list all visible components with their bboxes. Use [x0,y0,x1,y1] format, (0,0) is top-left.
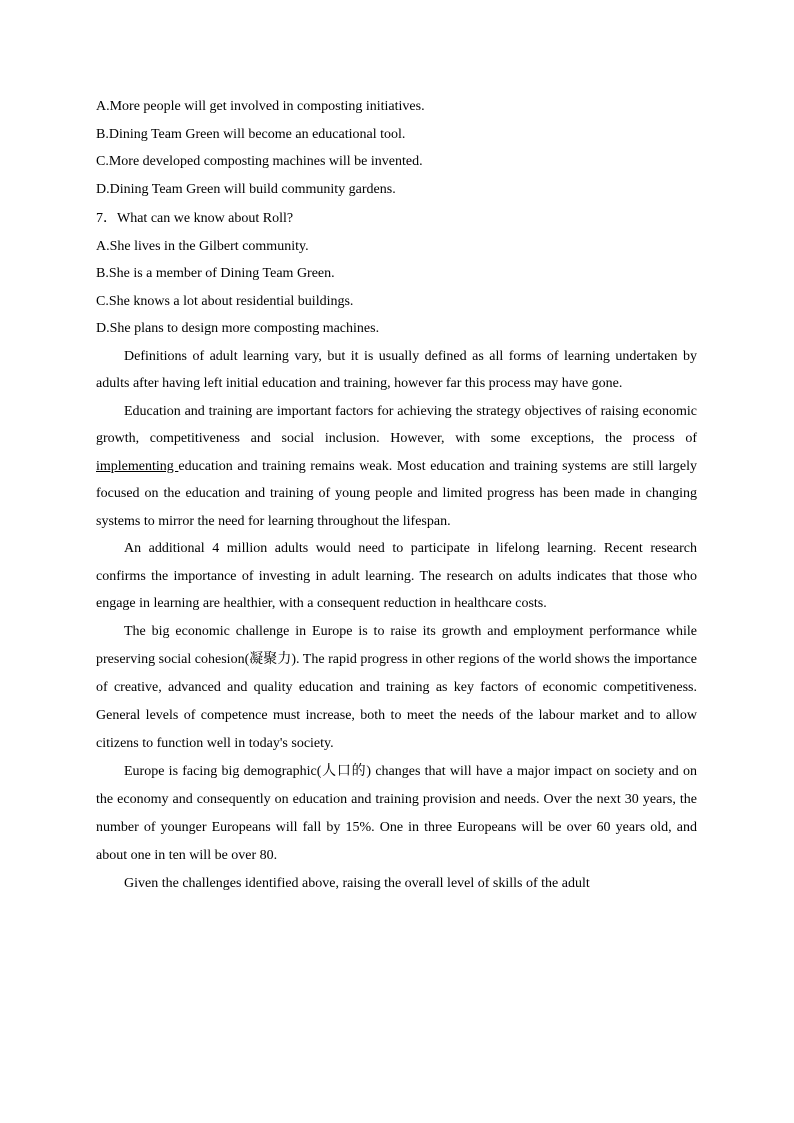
passage-paragraph-6: Given the challenges identified above, raising the overall level of skills of the adult [124,875,590,891]
q7-option-c: C.She knows a lot about residential buildings. [96,293,354,309]
q6-option-d: D.Dining Team Green will build community gardens. [96,181,396,197]
passage-paragraph-2-start: Education and training are important factors for achieving the strategy objectives of raising economic growth, competitiveness and social inclusion. However, with some exceptions, the process of [96,403,697,446]
passage-paragraph-5: Europe is facing big demographic(人口的) changes that will have a major impact on society and on the economy and consequently on education and training provision and needs. Over the next 30 years, the number of younger Europeans will fall by 15%. One in three Europeans will be over 60 years old, and about one in ten will be over 80. [96,763,697,863]
passage-paragraph-1: Definitions of adult learning vary, but it is usually defined as all forms of learning undertaken by adults after having left initial education and training, however far this process may have gone. [96,348,697,391]
passage-paragraph-4: The big economic challenge in Europe is to raise its growth and employment performance while preserving social cohesion(凝聚力). The rapid progress in other regions of the world shows the importance of creative, advanced and quality education and training as key factors of economic competitiveness. General levels of competence must increase, both to meet the needs of the labour market and to allow citizens to function well in today's society. [96,623,697,751]
document-content [96,93,697,898]
q6-option-a: A.More people will get involved in composting initiatives. [96,99,425,114]
q7-option-a: A.She lives in the Gilbert community. [96,238,309,254]
q6-option-b: B.Dining Team Green will become an educational tool. [96,126,406,142]
passage-paragraph-3: An additional 4 million adults would need to participate in lifelong learning. Recent research confirms the importance of investing in adult learning. The research on adults indicates that those who engage in learning are healthier, with a consequent reduction in healthcare costs. [96,541,697,611]
passage-paragraph-2-end: education and training remains weak. Most education and training systems are still largely focused on the education and training of young people and limited progress has been made in changing systems to mirror the need for learning throughout the lifespan. [96,458,697,529]
underlined-word-implementing: implementing [96,458,179,474]
q7-option-d: D.She plans to design more composting machines. [96,321,380,336]
q7-option-b: B.She is a member of Dining Team Green. [96,266,335,281]
q6-option-c: C.More developed composting machines will be invented. [96,154,423,169]
q7-stem: 7．What can we know about Roll? [96,211,294,226]
passage-paragraph-2 [96,398,697,536]
